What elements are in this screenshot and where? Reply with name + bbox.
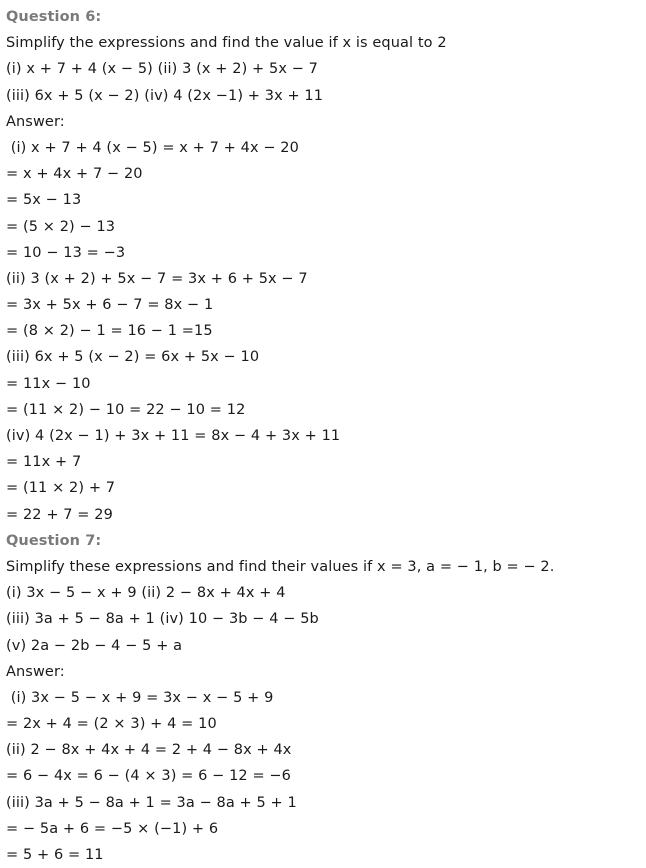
solution-line: = (11 × 2) − 10 = 22 − 10 = 12 bbox=[6, 401, 246, 418]
question-7-heading: Question 7: bbox=[6, 532, 102, 549]
answer-label: Answer: bbox=[6, 113, 65, 130]
solution-line: = 6 − 4x = 6 − (4 × 3) = 6 − 12 = −6 bbox=[6, 768, 292, 785]
question-7-prompt: Simplify these expressions and find their values if x = 3, a = − 1, b = − 2. bbox=[6, 558, 555, 575]
solution-line: = (8 × 2) − 1 = 16 − 1 =15 bbox=[6, 323, 213, 340]
question-6-heading: Question 6: bbox=[6, 9, 102, 25]
solution-line: (i) x + 7 + 4 (x − 5) = x + 7 + 4x − 20 bbox=[6, 139, 299, 156]
solution-line: (iii) 3a + 5 − 8a + 1 = 3a − 8a + 5 + 1 bbox=[6, 794, 297, 811]
solution-line: = 5 + 6 = 11 bbox=[6, 847, 104, 863]
question-7-parts-1: (i) 3x − 5 − x + 9 (ii) 2 − 8x + 4x + 4 bbox=[6, 585, 286, 602]
solution-line: (ii) 3 (x + 2) + 5x − 7 = 3x + 6 + 5x − 7 bbox=[6, 270, 308, 287]
question-6-parts-1: (i) x + 7 + 4 (x − 5) (ii) 3 (x + 2) + 5x − 7 bbox=[6, 61, 318, 78]
solution-line: = 10 − 13 = −3 bbox=[6, 244, 126, 261]
solution-line: = 11x − 10 bbox=[6, 375, 91, 392]
solution-line: (ii) 2 − 8x + 4x + 4 = 2 + 4 − 8x + 4x bbox=[6, 742, 292, 759]
document-body bbox=[6, 4, 642, 868]
solution-line: = x + 4x + 7 − 20 bbox=[6, 166, 143, 183]
solution-line: = 22 + 7 = 29 bbox=[6, 506, 113, 523]
solution-line: = (5 × 2) − 13 bbox=[6, 218, 116, 235]
solution-line: (i) 3x − 5 − x + 9 = 3x − x − 5 + 9 bbox=[6, 689, 274, 706]
question-7-parts-2: (iii) 3a + 5 − 8a + 1 (iv) 10 − 3b − 4 − 5b bbox=[6, 611, 319, 628]
solution-line: (iii) 6x + 5 (x − 2) = 6x + 5x − 10 bbox=[6, 349, 260, 366]
solution-line: = 3x + 5x + 6 − 7 = 8x − 1 bbox=[6, 297, 214, 314]
solution-line: = 5x − 13 bbox=[6, 192, 82, 209]
question-7-parts-3: (v) 2a − 2b − 4 − 5 + a bbox=[6, 637, 183, 654]
answer-label: Answer: bbox=[6, 663, 65, 680]
solution-line: = − 5a + 6 = −5 × (−1) + 6 bbox=[6, 820, 219, 837]
question-6-prompt: Simplify the expressions and find the value if x is equal to 2 bbox=[6, 35, 447, 52]
solution-line: = 2x + 4 = (2 × 3) + 4 = 10 bbox=[6, 716, 217, 733]
solution-line: = (11 × 2) + 7 bbox=[6, 480, 116, 497]
solution-line: (iv) 4 (2x − 1) + 3x + 11 = 8x − 4 + 3x + 11 bbox=[6, 428, 341, 444]
solution-line: = 11x + 7 bbox=[6, 454, 82, 471]
question-6-parts-2: (iii) 6x + 5 (x − 2) (iv) 4 (2x −1) + 3x + 11 bbox=[6, 87, 324, 104]
